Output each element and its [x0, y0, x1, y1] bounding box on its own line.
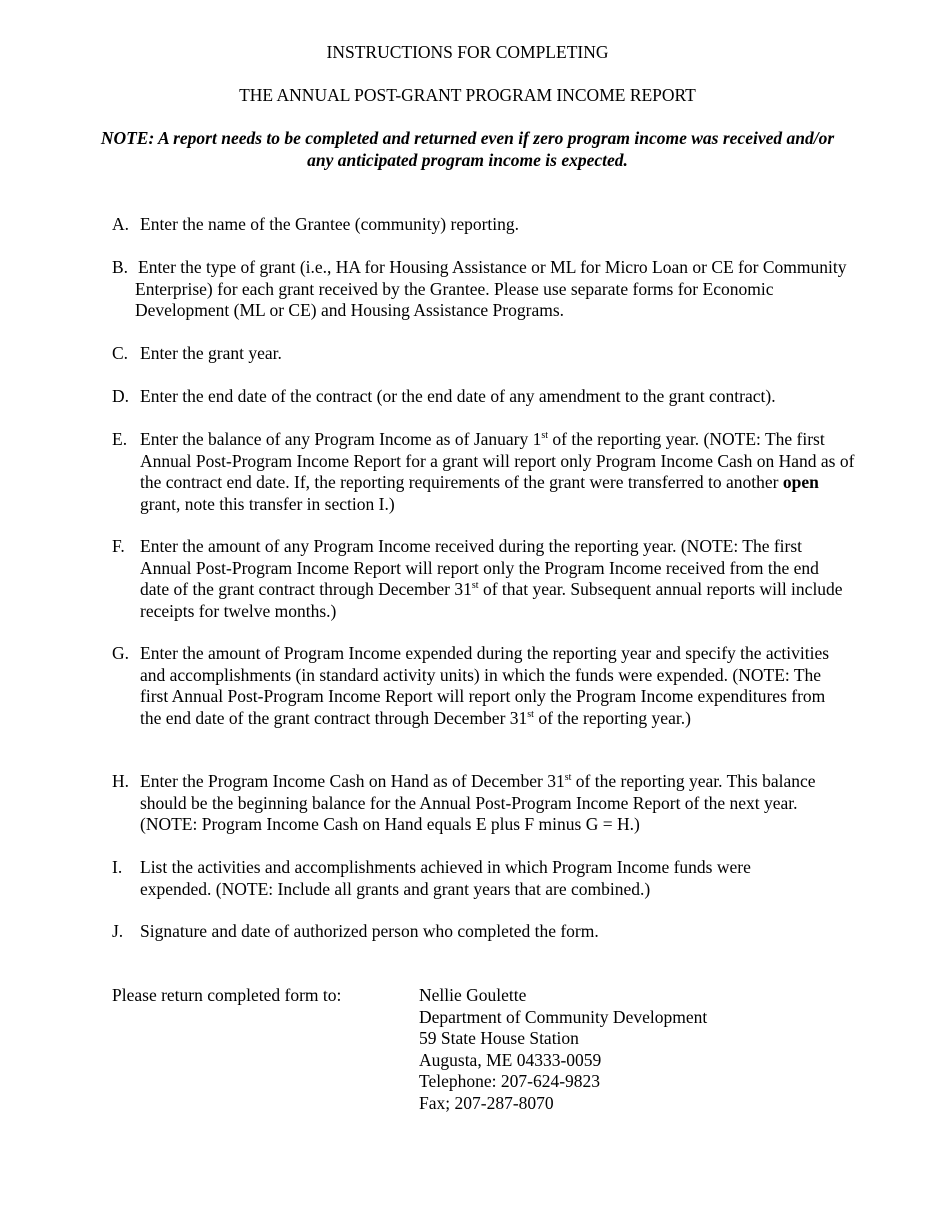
item-letter: I. [112, 857, 123, 877]
instruction-item-c [112, 343, 862, 365]
return-address [419, 985, 707, 1114]
item-letter: D. [112, 386, 130, 406]
item-text: Enter the end date of the contract (or the end date of any amendment to the grant contract). [140, 386, 776, 406]
item-letter: G. [112, 643, 130, 663]
instruction-item-b [112, 257, 862, 322]
item-text: Signature and date of authorized person who completed the form. [140, 921, 599, 941]
item-text: Enter the name of the Grantee (community) reporting. [140, 214, 520, 234]
instruction-item-f [112, 536, 862, 622]
instruction-item-g [112, 643, 862, 729]
item-text: Enter the Program Income Cash on Hand as of December 31st of the reporting year. This balance should be the beginning balance for the Annual Post-Program Income Report of the next year. (NOTE: Program Income Cash on Hand equals E plus F minus G = H.) [140, 771, 816, 834]
item-text: Enter the balance of any Program Income as of January 1st of the reporting year. (NOTE: The first Annual Post-Program Income Report for a grant will report only Program Income Cash on Hand as of the contract end date. If, the reporting requirements of the grant were transferred to another open grant, note this transfer in section I.) [140, 429, 855, 514]
item-letter: C. [112, 343, 129, 363]
instruction-item-a [112, 214, 862, 236]
instruction-item-e [112, 429, 862, 515]
item-letter: F. [112, 536, 125, 556]
instruction-item-j [112, 921, 862, 943]
item-text: Enter the amount of Program Income expended during the reporting year and specify the activities and accomplishments (in standard activity units) in which the funds were expended. (NOTE: The first Annual Post-Program Income Report will report only the Program Income expenditures from the end date of the grant contract through December 31st of the reporting year.) [140, 643, 830, 728]
item-letter: J. [112, 921, 124, 941]
return-label: Please return completed form to: [112, 985, 342, 1005]
instruction-item-d [112, 386, 862, 408]
item-letter: H. [112, 771, 130, 791]
instruction-item-h [112, 771, 862, 836]
address-department: Department of Community Development [419, 1006, 708, 1027]
address-station: 59 State House Station [419, 1028, 579, 1048]
address-city: Augusta, ME 04333-0059 [419, 1049, 602, 1070]
item-text: Enter the type of grant (i.e., HA for Housing Assistance or ML for Micro Loan or CE for Community Enterprise) for each grant received by the Grantee. Please use separate forms for Economic Development (ML or CE) and Housing Assistance Programs. [135, 257, 847, 320]
item-letter: B. [112, 257, 129, 277]
address-telephone: Telephone: 207-624-9823 [419, 1071, 601, 1091]
item-text: Enter the amount of any Program Income received during the reporting year. (NOTE: The first Annual Post-Program Income Report will report only the Program Income received from the end date of the grant contract through December 31st of that year. Subsequent annual reports will include receipts for twelve months.) [140, 536, 843, 621]
item-letter: A. [112, 214, 130, 234]
instruction-item-i [112, 857, 862, 900]
item-text: Enter the grant year. [140, 343, 282, 363]
item-letter: E. [112, 429, 128, 449]
address-name: Nellie Goulette [419, 985, 527, 1005]
title-line-2: THE ANNUAL POST-GRANT PROGRAM INCOME REPORT [239, 85, 696, 105]
title-line-1: INSTRUCTIONS FOR COMPLETING [326, 42, 609, 62]
item-text: List the activities and accomplishments achieved in which Program Income funds were expended. (NOTE: Include all grants and grant years that are combined.) [140, 857, 751, 899]
note-paragraph: NOTE: A report needs to be completed and returned even if zero program income was received and/or any anticipated program income is expected. [100, 128, 835, 170]
address-fax: Fax; 207-287-8070 [419, 1092, 554, 1113]
